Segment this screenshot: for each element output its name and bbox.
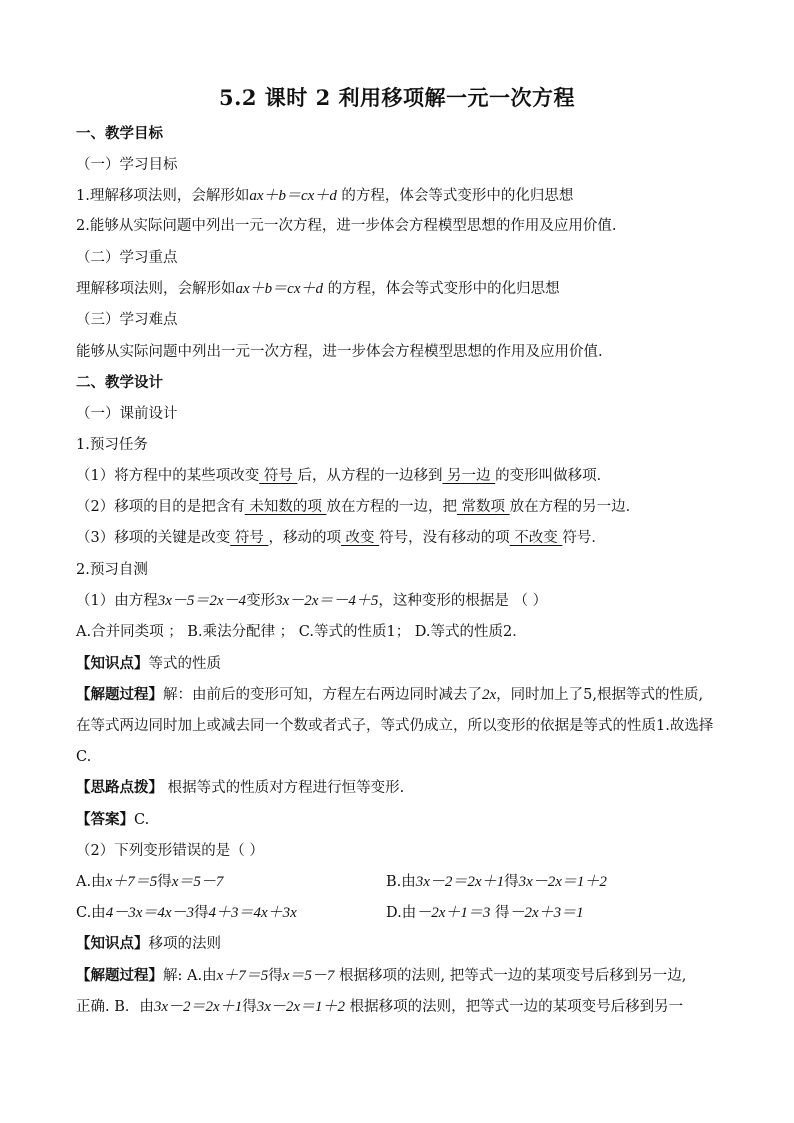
text: （2）移项的目的是把含有 <box>76 499 245 515</box>
solution-1-line-2: 在等式两边同时加上或减去同一个数或者式子，等式仍成立，所以变形的依据是等式的性质1.故选择 <box>76 718 714 734</box>
text: 得 <box>268 968 283 984</box>
text: （1）由方程 <box>76 593 158 609</box>
task-1 <box>76 466 611 486</box>
option-b <box>386 872 607 892</box>
text: D.由 <box>386 905 417 921</box>
option-c <box>76 903 297 923</box>
text: ，移动的项 <box>268 530 341 546</box>
text: 解: A.由 <box>163 968 217 984</box>
text: C.由 <box>76 905 106 921</box>
solution-2-line-1 <box>76 966 686 986</box>
solution-1-line-3: C. <box>76 749 92 765</box>
formula: 3x－2＝2x＋1 <box>415 874 505 890</box>
formula: 3x－2x＝1＋2 <box>256 999 346 1015</box>
label: 【答案】 <box>76 811 134 828</box>
label: 【解题过程】 <box>76 967 163 984</box>
formula: ax＋b＝cx＋d <box>235 281 323 297</box>
label: 【知识点】 <box>76 935 149 952</box>
text: （1）将方程中的某些项改变 <box>76 468 260 484</box>
text: 根据移项的法则, 把等式一边的某项变号后移到另一边, <box>334 968 687 984</box>
answer-1 <box>76 810 149 830</box>
task-2 <box>76 497 640 517</box>
question-1-options: A.合并同类项 ； B.乘法分配律 ； C.等式的性质1； D.等式的性质2． <box>76 624 527 640</box>
text: （3）移项的关键是改变 <box>76 530 231 546</box>
knowledge-point-1 <box>76 654 221 674</box>
blank-answer: 改变 <box>340 530 380 546</box>
key-point <box>76 279 560 299</box>
text: 变形 <box>246 593 276 609</box>
blank-answer: 不改变 <box>509 530 563 546</box>
subheading-difficulties: （三）学习难点 <box>76 312 178 328</box>
formula: 3x－2x＝1＋2 <box>518 874 607 890</box>
formula: x＝5－7 <box>171 874 224 890</box>
question-1 <box>76 591 547 611</box>
blank-answer: 常数项 <box>456 499 510 515</box>
label: 【思路点拨】 <box>76 779 163 796</box>
text: 得 <box>242 999 257 1015</box>
formula: x＋7＝5 <box>105 874 158 890</box>
blank-answer: 符号 <box>230 530 269 546</box>
goal-1 <box>76 186 573 206</box>
text: ，这种变形的根据是 （ ） <box>378 593 548 609</box>
goal-2: 2.能够从实际问题中列出一元一次方程，进一步体会方程模型思想的作用及应用价值. <box>76 218 617 234</box>
subheading-self-test: 2.预习自测 <box>76 562 148 578</box>
option-d <box>386 903 584 923</box>
formula: －2x＋3＝1 <box>509 905 584 921</box>
text: ，同时加上了5,根据等式的性质, <box>496 687 704 703</box>
text: 的方程，体会等式变形中的化归思想 <box>336 188 574 204</box>
section-heading-design: 二、教学设计 <box>76 374 163 391</box>
text: 得 <box>490 905 510 921</box>
blank-answer: 未知数的项 <box>244 499 327 515</box>
formula: 3x－2＝2x＋1 <box>153 999 243 1015</box>
formula: x＝5－7 <box>282 968 335 984</box>
text: 移项的法则 <box>148 936 221 952</box>
solution-1-line-1 <box>76 685 703 705</box>
knowledge-point-2 <box>76 934 221 954</box>
option-a <box>76 872 223 892</box>
text: 得 <box>194 905 209 921</box>
blank-answer: 另一边 <box>442 468 496 484</box>
text: A.由 <box>76 874 106 890</box>
blank-answer: 符号 <box>259 468 298 484</box>
text: 根据移项的法则，把等式一边的某项变号后移到另一 <box>345 999 684 1015</box>
text: 得 <box>504 874 519 890</box>
text: 等式的性质 <box>148 656 221 672</box>
page-title: 5.2 课时 2 利用移项解一元一次方程 <box>218 85 576 110</box>
text: 放在方程的一边，把 <box>326 499 457 515</box>
formula: 4＋3＝4x＋3x <box>208 905 297 921</box>
formula: 4－3x＝4x－3 <box>105 905 195 921</box>
text: 理解移项法则，会解形如 <box>76 281 236 297</box>
text: 符号． <box>562 530 606 546</box>
text: 的变形叫做移项． <box>495 468 612 484</box>
text: 的方程，体会等式变形中的化归思想 <box>322 281 560 297</box>
label: 【解题过程】 <box>76 686 163 703</box>
section-heading-goals: 一、教学目标 <box>76 125 163 142</box>
difficulty: 能够从实际问题中列出一元一次方程，进一步体会方程模型思想的作用及应用价值. <box>76 344 603 360</box>
text: 符号，没有移动的项 <box>379 530 510 546</box>
text: 解：由前后的变形可知，方程左右两边同时减去了 <box>163 687 482 703</box>
tip-1 <box>76 778 404 798</box>
text: 放在方程的另一边． <box>509 499 641 515</box>
text: 1.理解移项法则，会解形如 <box>76 188 250 204</box>
text: 后，从方程的一边移到 <box>297 468 443 484</box>
subheading-pre-class: （一）课前设计 <box>76 406 178 422</box>
formula: 2x <box>482 687 497 703</box>
text: B.由 <box>386 874 416 890</box>
task-3 <box>76 528 606 548</box>
formula: 3x－5＝2x－4 <box>157 593 247 609</box>
subheading-key-points: （二）学习重点 <box>76 250 178 266</box>
formula: ax＋b＝cx＋d <box>249 188 337 204</box>
text: 得 <box>157 874 172 890</box>
solution-2-line-2 <box>76 997 683 1017</box>
text: 正确. B．由 <box>76 999 154 1015</box>
formula: 3x－2x＝－4＋5 <box>275 593 379 609</box>
text: 根据等式的性质对方程进行恒等变形. <box>163 780 405 796</box>
subheading-preview-task: 1.预习任务 <box>76 437 148 453</box>
subheading-learning-goals: （一）学习目标 <box>76 157 178 173</box>
formula: x＋7＝5 <box>216 968 269 984</box>
text: C. <box>134 812 150 828</box>
formula: －2x＋1＝3 <box>416 905 491 921</box>
question-2: （2）下列变形错误的是（ ） <box>76 843 264 859</box>
label: 【知识点】 <box>76 655 149 672</box>
